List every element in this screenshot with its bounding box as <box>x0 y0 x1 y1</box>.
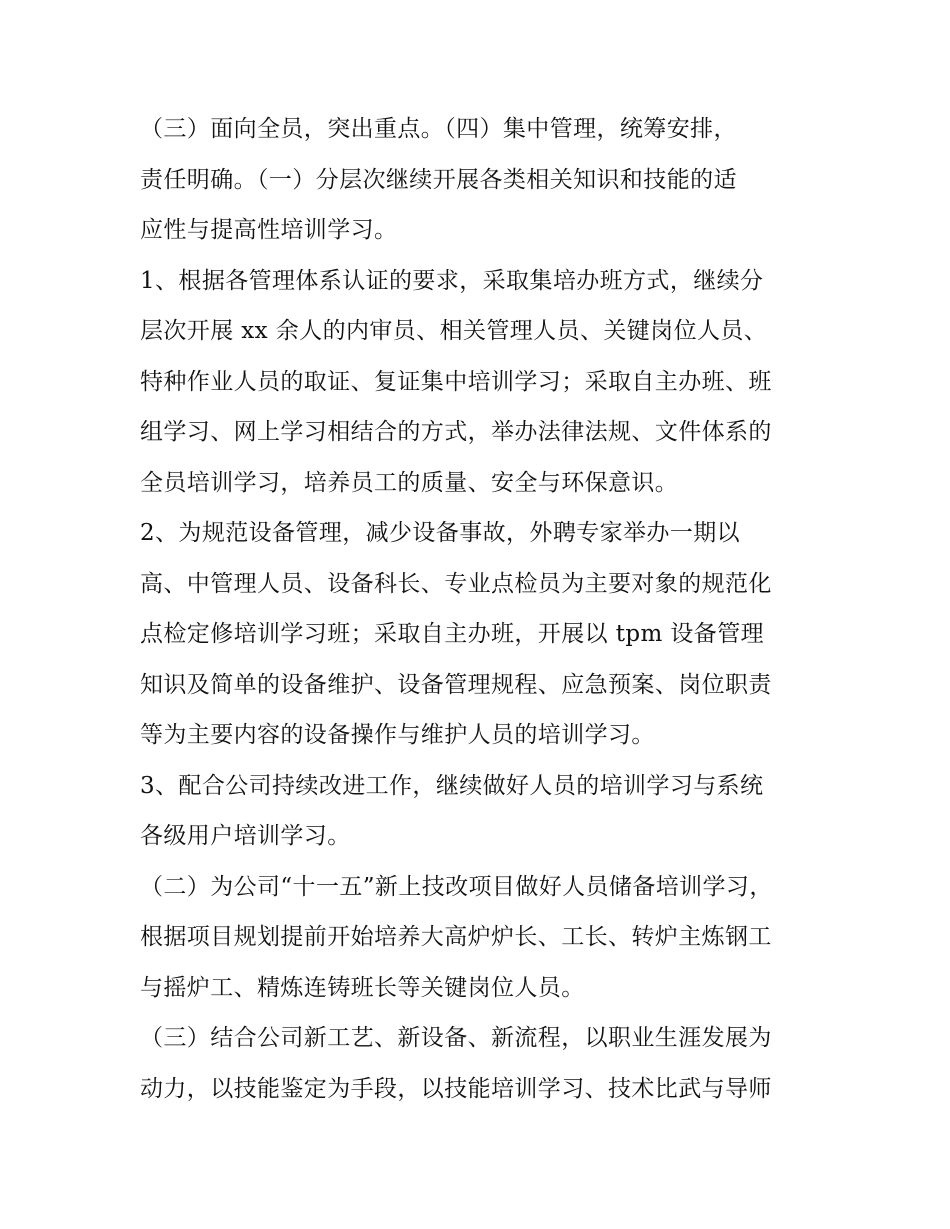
text-line: 动力，以技能鉴定为手段，以技能培训学习、技术比武与导师 <box>140 1075 772 1102</box>
text-line: （三）面向全员，突出重点。（四）集中管理，统筹安排， <box>140 116 737 142</box>
text-line: 应性与提高性培训学习。 <box>140 217 398 243</box>
text-line: （三）结合公司新工艺、新设备、新流程，以职业生涯发展为 <box>140 1025 772 1051</box>
text-line: 层次开展 xx 余人的内审员、相关管理人员、关键岗位人员、 <box>140 318 768 344</box>
text-line: 特种作业人员的取证、复证集中培训学习；采取自主办班、班 <box>140 368 772 395</box>
document-body <box>140 104 820 1114</box>
text-line: 根据项目规划提前开始培养大高炉炉长、工长、转炉主炼钢工 <box>140 924 772 950</box>
text-line: 全员培训学习，培养员工的质量、安全与环保意识。 <box>140 469 679 496</box>
text-line: 2、为规范设备管理，减少设备事故，外聘专家举办一期以 <box>140 520 741 546</box>
text-line: 责任明确。（一）分层次继续开展各类相关知识和技能的适 <box>140 166 737 193</box>
text-line: 知识及简单的设备维护、设备管理规程、应急预案、岗位职责 <box>140 671 772 698</box>
text-line: 等为主要内容的设备操作与维护人员的培训学习。 <box>140 722 655 748</box>
text-line: 3、配合公司持续改进工作，继续做好人员的培训学习与系统 <box>140 772 764 799</box>
text-line: 高、中管理人员、设备科长、专业点检员为主要对象的规范化 <box>140 570 772 597</box>
text-line: 与摇炉工、精炼连铸班长等关键岗位人员。 <box>140 974 585 1001</box>
text-line: 1、根据各管理体系认证的要求，采取集培办班方式，继续分 <box>140 267 764 294</box>
text-line: 点检定修培训学习班；采取自主办班，开展以 tpm 设备管理 <box>140 621 764 647</box>
text-line: 各级用户培训学习。 <box>140 823 351 849</box>
text-line: （二）为公司“十一五”新上技改项目做好人员储备培训学习， <box>140 873 773 900</box>
text-line: 组学习、网上学习相结合的方式，举办法律法规、文件体系的 <box>140 419 772 445</box>
